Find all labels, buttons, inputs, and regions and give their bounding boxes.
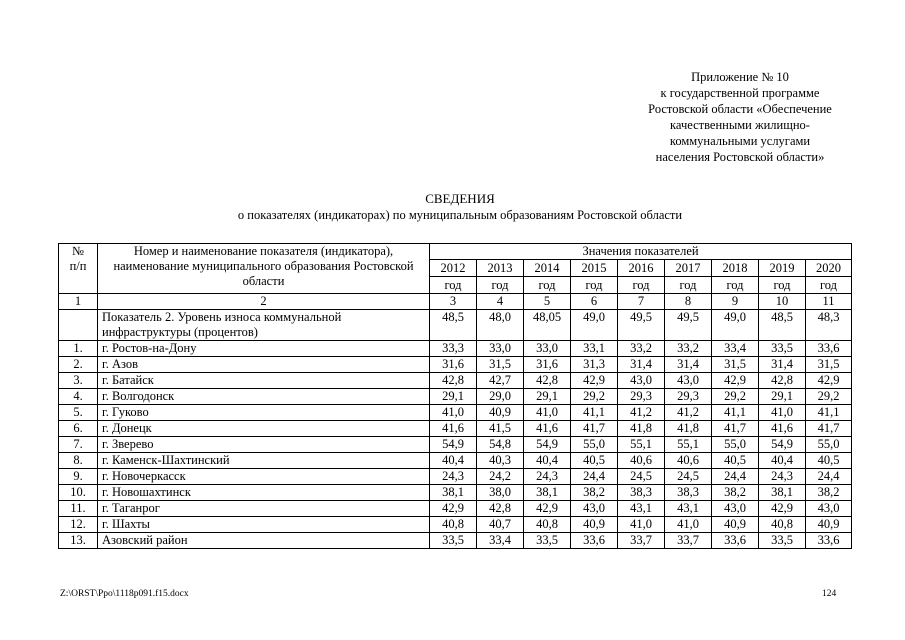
row-number: 8. xyxy=(59,453,98,469)
value-cell: 42,9 xyxy=(759,501,806,517)
indicator-value: 48,5 xyxy=(430,310,477,341)
value-cell: 29,0 xyxy=(477,389,524,405)
value-cell: 42,8 xyxy=(524,373,571,389)
header-num-line2: п/п xyxy=(69,259,87,273)
value-cell: 33,5 xyxy=(430,533,477,549)
row-number: 13. xyxy=(59,533,98,549)
value-cell: 54,9 xyxy=(430,437,477,453)
indicator-value: 49,0 xyxy=(571,310,618,341)
municipality-name: г. Донецк xyxy=(98,421,430,437)
value-cell: 40,3 xyxy=(477,453,524,469)
value-cell: 24,5 xyxy=(618,469,665,485)
value-cell: 43,1 xyxy=(665,501,712,517)
value-cell: 33,4 xyxy=(477,533,524,549)
value-cell: 33,6 xyxy=(712,533,759,549)
value-cell: 54,9 xyxy=(524,437,571,453)
value-cell: 40,9 xyxy=(712,517,759,533)
row-number: 3. xyxy=(59,373,98,389)
header-year: 2017 xyxy=(665,260,712,277)
value-cell: 40,9 xyxy=(571,517,618,533)
table-row xyxy=(59,357,852,373)
value-cell: 41,1 xyxy=(712,405,759,421)
value-cell: 41,0 xyxy=(759,405,806,421)
indicator-value: 49,5 xyxy=(665,310,712,341)
value-cell: 31,4 xyxy=(759,357,806,373)
value-cell: 33,6 xyxy=(571,533,618,549)
column-number: 7 xyxy=(618,294,665,310)
value-cell: 41,7 xyxy=(571,421,618,437)
header-year-suffix: год xyxy=(665,277,712,294)
municipality-name: Азовский район xyxy=(98,533,430,549)
value-cell: 40,7 xyxy=(477,517,524,533)
value-cell: 40,5 xyxy=(712,453,759,469)
value-cell: 33,0 xyxy=(524,341,571,357)
indicator-value: 48,05 xyxy=(524,310,571,341)
column-number: 9 xyxy=(712,294,759,310)
row-number: 12. xyxy=(59,517,98,533)
value-cell: 33,6 xyxy=(806,341,852,357)
value-cell: 29,3 xyxy=(665,389,712,405)
value-cell: 29,2 xyxy=(571,389,618,405)
header-name: Номер и наименование показателя (индикатора), наименование муниципального образования Ростовской области xyxy=(98,244,430,294)
appendix-line: Приложение № 10 xyxy=(691,70,789,84)
header-year-suffix: год xyxy=(477,277,524,294)
value-cell: 24,4 xyxy=(712,469,759,485)
indicator-value: 49,5 xyxy=(618,310,665,341)
header-year: 2016 xyxy=(618,260,665,277)
value-cell: 31,3 xyxy=(571,357,618,373)
value-cell: 41,8 xyxy=(618,421,665,437)
value-cell: 41,0 xyxy=(665,517,712,533)
value-cell: 33,6 xyxy=(806,533,852,549)
value-cell: 43,1 xyxy=(618,501,665,517)
row-number: 11. xyxy=(59,501,98,517)
value-cell: 40,4 xyxy=(759,453,806,469)
value-cell: 43,0 xyxy=(806,501,852,517)
value-cell: 54,9 xyxy=(759,437,806,453)
municipality-name: г. Таганрог xyxy=(98,501,430,517)
municipality-name: г. Азов xyxy=(98,357,430,373)
header-year: 2014 xyxy=(524,260,571,277)
value-cell: 33,5 xyxy=(524,533,571,549)
value-cell: 41,6 xyxy=(430,421,477,437)
value-cell: 42,8 xyxy=(430,373,477,389)
indicator-value: 48,3 xyxy=(806,310,852,341)
table-row xyxy=(59,533,852,549)
table-row xyxy=(59,341,852,357)
value-cell: 38,2 xyxy=(712,485,759,501)
value-cell: 43,0 xyxy=(571,501,618,517)
header-year: 2018 xyxy=(712,260,759,277)
table-row xyxy=(59,437,852,453)
value-cell: 31,6 xyxy=(524,357,571,373)
column-number: 3 xyxy=(430,294,477,310)
appendix-line: коммунальными услугами xyxy=(669,134,811,148)
value-cell: 33,5 xyxy=(759,341,806,357)
value-cell: 38,1 xyxy=(430,485,477,501)
value-cell: 38,2 xyxy=(806,485,852,501)
row-number: 1. xyxy=(59,341,98,357)
value-cell: 41,8 xyxy=(665,421,712,437)
value-cell: 40,8 xyxy=(430,517,477,533)
municipality-name: г. Волгодонск xyxy=(98,389,430,405)
value-cell: 41,0 xyxy=(618,517,665,533)
value-cell: 42,7 xyxy=(477,373,524,389)
value-cell: 42,9 xyxy=(806,373,852,389)
value-cell: 42,8 xyxy=(759,373,806,389)
value-cell: 42,8 xyxy=(477,501,524,517)
document-heading xyxy=(60,191,860,223)
appendix-line: к государственной программе xyxy=(660,86,820,100)
header-year-suffix: год xyxy=(806,277,852,294)
value-cell: 40,6 xyxy=(618,453,665,469)
table-row xyxy=(59,469,852,485)
value-cell: 55,0 xyxy=(712,437,759,453)
column-number: 6 xyxy=(571,294,618,310)
table-row xyxy=(59,485,852,501)
municipality-name: г. Зверево xyxy=(98,437,430,453)
table-row xyxy=(59,453,852,469)
header-num xyxy=(59,244,98,294)
value-cell: 29,1 xyxy=(524,389,571,405)
value-cell: 41,2 xyxy=(618,405,665,421)
value-cell: 42,9 xyxy=(524,501,571,517)
table-row xyxy=(59,373,852,389)
value-cell: 38,3 xyxy=(618,485,665,501)
value-cell: 43,0 xyxy=(712,501,759,517)
value-cell: 40,6 xyxy=(665,453,712,469)
header-values: Значения показателей xyxy=(430,244,852,260)
column-number-row xyxy=(59,294,852,310)
value-cell: 33,3 xyxy=(430,341,477,357)
value-cell: 38,1 xyxy=(759,485,806,501)
header-year: 2019 xyxy=(759,260,806,277)
value-cell: 41,7 xyxy=(806,421,852,437)
value-cell: 41,6 xyxy=(759,421,806,437)
value-cell: 31,4 xyxy=(618,357,665,373)
header-year-suffix: год xyxy=(712,277,759,294)
value-cell: 40,8 xyxy=(759,517,806,533)
header-year-suffix: год xyxy=(571,277,618,294)
value-cell: 31,6 xyxy=(430,357,477,373)
header-year: 2013 xyxy=(477,260,524,277)
value-cell: 31,4 xyxy=(665,357,712,373)
value-cell: 55,1 xyxy=(618,437,665,453)
table-body xyxy=(59,310,852,549)
row-number: 10. xyxy=(59,485,98,501)
table-row xyxy=(59,517,852,533)
indicators-table xyxy=(58,243,852,549)
indicator-row xyxy=(59,310,852,341)
value-cell: 33,5 xyxy=(759,533,806,549)
value-cell: 41,5 xyxy=(477,421,524,437)
value-cell: 43,0 xyxy=(665,373,712,389)
value-cell: 33,2 xyxy=(665,341,712,357)
value-cell: 24,4 xyxy=(571,469,618,485)
footer-page-number: 124 xyxy=(822,589,837,599)
value-cell: 38,2 xyxy=(571,485,618,501)
header-year-suffix: год xyxy=(759,277,806,294)
value-cell: 38,0 xyxy=(477,485,524,501)
value-cell: 29,1 xyxy=(430,389,477,405)
indicator-name: Показатель 2. Уровень износа коммунальной инфраструктуры (процентов) xyxy=(98,310,430,341)
value-cell: 40,5 xyxy=(571,453,618,469)
value-cell: 24,2 xyxy=(477,469,524,485)
municipality-name: г. Новочеркасск xyxy=(98,469,430,485)
value-cell: 29,2 xyxy=(806,389,852,405)
value-cell: 24,4 xyxy=(806,469,852,485)
header-year: 2020 xyxy=(806,260,852,277)
header-year: 2012 xyxy=(430,260,477,277)
municipality-name: г. Шахты xyxy=(98,517,430,533)
value-cell: 38,1 xyxy=(524,485,571,501)
column-number: 4 xyxy=(477,294,524,310)
municipality-name: г. Ростов-на-Дону xyxy=(98,341,430,357)
value-cell: 41,7 xyxy=(712,421,759,437)
value-cell: 42,9 xyxy=(430,501,477,517)
value-cell: 54,8 xyxy=(477,437,524,453)
row-number: 2. xyxy=(59,357,98,373)
value-cell: 33,0 xyxy=(477,341,524,357)
document-subtitle: о показателях (индикаторах) по муниципальным образованиям Ростовской области xyxy=(237,208,683,222)
value-cell: 55,1 xyxy=(665,437,712,453)
document-title: СВЕДЕНИЯ xyxy=(425,191,495,206)
value-cell: 55,0 xyxy=(806,437,852,453)
value-cell: 55,0 xyxy=(571,437,618,453)
value-cell: 31,5 xyxy=(477,357,524,373)
value-cell: 43,0 xyxy=(618,373,665,389)
row-number: 6. xyxy=(59,421,98,437)
value-cell: 41,0 xyxy=(524,405,571,421)
column-number: 2 xyxy=(98,294,430,310)
header-year-suffix: год xyxy=(618,277,665,294)
value-cell: 24,3 xyxy=(430,469,477,485)
value-cell: 33,2 xyxy=(618,341,665,357)
header-year-suffix: год xyxy=(524,277,571,294)
value-cell: 38,3 xyxy=(665,485,712,501)
value-cell: 29,3 xyxy=(618,389,665,405)
value-cell: 33,4 xyxy=(712,341,759,357)
value-cell: 40,9 xyxy=(806,517,852,533)
value-cell: 40,8 xyxy=(524,517,571,533)
footer-file-path: Z:\ORST\Ppo\1118p091.f15.docx xyxy=(60,589,189,599)
row-number: 9. xyxy=(59,469,98,485)
value-cell: 41,0 xyxy=(430,405,477,421)
indicator-num-cell xyxy=(59,310,98,341)
indicator-value: 49,0 xyxy=(712,310,759,341)
value-cell: 41,1 xyxy=(571,405,618,421)
value-cell: 41,1 xyxy=(806,405,852,421)
column-number: 10 xyxy=(759,294,806,310)
value-cell: 33,7 xyxy=(665,533,712,549)
value-cell: 40,4 xyxy=(524,453,571,469)
value-cell: 42,9 xyxy=(712,373,759,389)
appendix-line: населения Ростовской области» xyxy=(655,150,825,164)
value-cell: 40,9 xyxy=(477,405,524,421)
column-number: 8 xyxy=(665,294,712,310)
appendix-line: Ростовской области «Обеспечение xyxy=(648,102,832,116)
table-row xyxy=(59,389,852,405)
municipality-name: г. Новошахтинск xyxy=(98,485,430,501)
row-number: 7. xyxy=(59,437,98,453)
column-number: 11 xyxy=(806,294,852,310)
value-cell: 41,6 xyxy=(524,421,571,437)
value-cell: 33,7 xyxy=(618,533,665,549)
municipality-name: г. Каменск-Шахтинский xyxy=(98,453,430,469)
table-row xyxy=(59,501,852,517)
row-number: 4. xyxy=(59,389,98,405)
header-num-line1: № xyxy=(72,244,84,258)
table-row xyxy=(59,421,852,437)
value-cell: 40,4 xyxy=(430,453,477,469)
value-cell: 29,2 xyxy=(712,389,759,405)
appendix-block xyxy=(600,69,880,165)
value-cell: 41,2 xyxy=(665,405,712,421)
header-year: 2015 xyxy=(571,260,618,277)
value-cell: 24,3 xyxy=(759,469,806,485)
value-cell: 31,5 xyxy=(806,357,852,373)
value-cell: 33,1 xyxy=(571,341,618,357)
value-cell: 24,3 xyxy=(524,469,571,485)
header-year-suffix: год xyxy=(430,277,477,294)
value-cell: 24,5 xyxy=(665,469,712,485)
value-cell: 42,9 xyxy=(571,373,618,389)
municipality-name: г. Батайск xyxy=(98,373,430,389)
row-number: 5. xyxy=(59,405,98,421)
column-number: 1 xyxy=(59,294,98,310)
value-cell: 31,5 xyxy=(712,357,759,373)
value-cell: 29,1 xyxy=(759,389,806,405)
table-row xyxy=(59,405,852,421)
appendix-line: качественными жилищно- xyxy=(670,118,810,132)
column-number: 5 xyxy=(524,294,571,310)
municipality-name: г. Гуково xyxy=(98,405,430,421)
indicator-value: 48,0 xyxy=(477,310,524,341)
value-cell: 40,5 xyxy=(806,453,852,469)
indicator-value: 48,5 xyxy=(759,310,806,341)
